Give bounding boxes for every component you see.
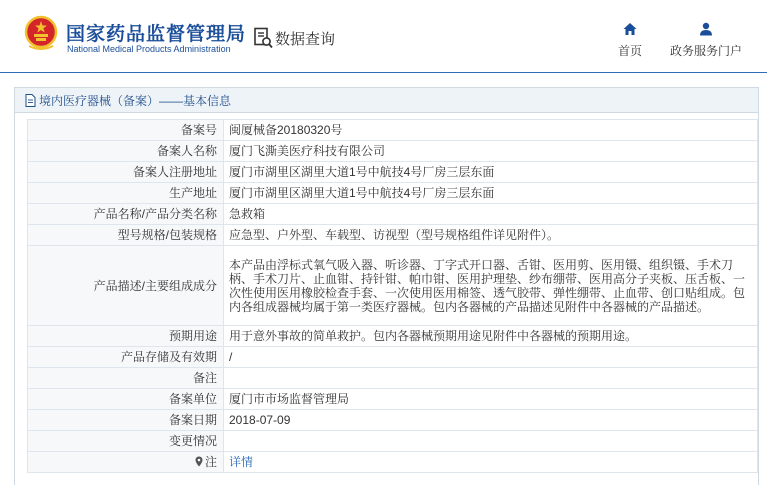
field-label: 注 <box>204 455 217 469</box>
field-value: 2018-07-09 <box>224 410 758 431</box>
note-label-cell <box>28 452 224 473</box>
field-label: 备案人注册地址 <box>28 162 224 183</box>
field-label: 型号规格/包装规格 <box>28 225 224 246</box>
field-value: 闽厦械备20180320号 <box>224 120 758 141</box>
field-value: / <box>224 347 758 368</box>
field-label: 备案单位 <box>28 389 224 410</box>
field-value: 厦门市湖里区湖里大道1号中航技4号厂房三层东面 <box>224 183 758 204</box>
map-pin-icon <box>195 456 203 467</box>
field-value: 厦门飞澌美医疗科技有限公司 <box>224 141 758 162</box>
table-row <box>28 347 758 368</box>
table-row <box>28 183 758 204</box>
field-value: 厦门市市场监督管理局 <box>224 389 758 410</box>
table-row <box>28 246 758 326</box>
field-label: 产品名称/产品分类名称 <box>28 204 224 225</box>
table-row <box>28 141 758 162</box>
org-name-cn[interactable]: 国家药品监督管理局 <box>66 24 247 45</box>
details-link[interactable]: 详情 <box>229 455 254 469</box>
field-value <box>224 368 758 389</box>
table-row <box>28 162 758 183</box>
nav-gov-service-portal[interactable] <box>664 22 748 60</box>
table-row <box>28 410 758 431</box>
field-value: 用于意外事故的简单救护。包内各器械预期用途见附件中各器械的预期用途。 <box>224 326 758 347</box>
field-value: 应急型、户外型、车载型、访视型（型号规格组件详见附件）。 <box>224 225 758 246</box>
table-row <box>28 120 758 141</box>
table-row <box>28 431 758 452</box>
nav-home-label: 首页 <box>617 44 642 58</box>
nav-gov-service-label: 政务服务门户 <box>669 44 742 58</box>
data-query-link[interactable] <box>253 26 335 50</box>
field-label: 产品存储及有效期 <box>28 347 224 368</box>
field-value: 本产品由浮标式氧气吸入器、听诊器、丁字式开口器、舌钳、医用剪、医用镊、组织镊、手术刀柄、手术刀片、止血钳、持针钳、帕巾钳、医用护理垫、纱布绷带、医用高分子夹板、压舌板、一次性使用医用橡胶检查手套、一次使用医用棉签、透气胶带、弹性绷带、止血带、创口贴组成。包内各组成器械均属于第一类医疗器械。包内各器械的产品描述见附件中各器械的产品描述。 <box>224 246 758 326</box>
field-label: 生产地址 <box>28 183 224 204</box>
table-row <box>28 225 758 246</box>
panel-title-bar <box>15 88 758 113</box>
field-value: 厦门市湖里区湖里大道1号中航技4号厂房三层东面 <box>224 162 758 183</box>
org-name-en[interactable]: National Medical Products Administration <box>67 44 231 54</box>
table-row <box>28 326 758 347</box>
nav-home[interactable] <box>612 22 648 60</box>
national-emblem-icon[interactable] <box>24 14 58 52</box>
document-icon <box>25 94 36 107</box>
panel-title: 境内医疗器械（备案）——基本信息 <box>39 93 232 108</box>
field-label: 备案人名称 <box>28 141 224 162</box>
user-icon <box>699 22 713 36</box>
field-value <box>224 431 758 452</box>
field-value-cell <box>224 452 758 473</box>
field-value: 急救箱 <box>224 204 758 225</box>
table-row <box>28 389 758 410</box>
table-row <box>28 368 758 389</box>
field-label: 备案日期 <box>28 410 224 431</box>
field-label: 产品描述/主要组成成分 <box>28 246 224 326</box>
field-label: 备注 <box>28 368 224 389</box>
basic-info-panel <box>14 87 759 485</box>
home-icon <box>623 22 637 36</box>
table-row <box>28 204 758 225</box>
field-label: 预期用途 <box>28 326 224 347</box>
data-query-label: 数据查询 <box>275 30 336 48</box>
search-document-icon <box>253 27 273 49</box>
field-label: 备案号 <box>28 120 224 141</box>
site-header <box>0 0 767 73</box>
table-row <box>28 452 758 473</box>
field-label: 变更情况 <box>28 431 224 452</box>
record-detail-table <box>27 119 758 473</box>
